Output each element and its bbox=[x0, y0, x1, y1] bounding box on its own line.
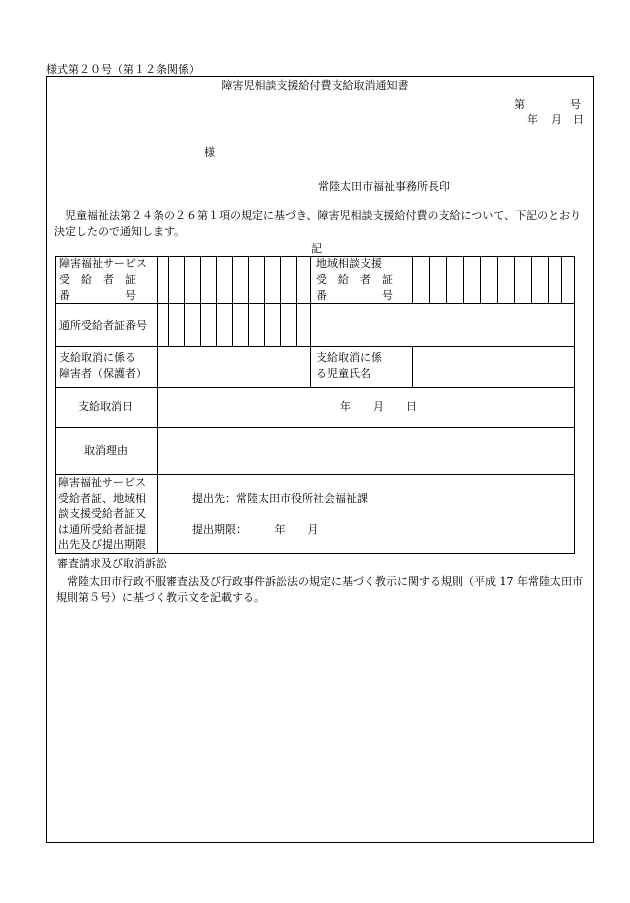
doc-number-suffix: 号 bbox=[570, 98, 581, 111]
row1-right-label-line3: 番 号 bbox=[316, 289, 393, 302]
body-text: 児童福祉法第２４条の２６第１項の規定に基づき、障害児相談支援給付費の支給について、下記のとおり決定したので通知します。 bbox=[54, 209, 582, 238]
row1-right-label-line2: 受 給 者 証 bbox=[316, 273, 393, 286]
date-month: 月 bbox=[551, 113, 562, 126]
row6-label-line1: 障害福祉サービス bbox=[58, 476, 146, 489]
row2-label: 通所受給者証番号 bbox=[59, 319, 147, 332]
row6-label-line3: 談支援受給者証又 bbox=[58, 507, 146, 520]
row6-deadline: 提出期限： 年 月 bbox=[192, 523, 319, 536]
row3-right-label-line1: 支給取消に係 bbox=[316, 351, 382, 364]
row1-left-label-line3: 番 号 bbox=[59, 289, 136, 302]
row4-value: 年 月 日 bbox=[340, 400, 417, 413]
date-day: 日 bbox=[573, 113, 584, 126]
ki-marker: 記 bbox=[311, 242, 322, 255]
row1-left-label-line2: 受 給 者 証 bbox=[59, 273, 136, 286]
row1-left-label-line1: 障害福祉サービス bbox=[59, 257, 147, 270]
row6-submit-to: 提出先：常陸太田市役所社会福祉課 bbox=[192, 492, 368, 505]
appeal-heading: 審査請求及び取消訴訟 bbox=[57, 557, 167, 570]
document-title: 障害児相談支援給付費支給取消通知書 bbox=[221, 79, 409, 92]
row1-right-label-line1: 地域相談支援 bbox=[316, 257, 382, 270]
appeal-text: 常陸太田市行政不服審査法及び行政事件訴訟法の規定に基づく教示に関する規則（平成 17 年常陸太田市規則第５号）に基づく教示文を記載する。 bbox=[56, 575, 583, 604]
doc-number-prefix: 第 bbox=[514, 98, 525, 111]
addressee-suffix: 様 bbox=[204, 146, 215, 159]
issuer: 常陸太田市福祉事務所長印 bbox=[318, 180, 450, 193]
row3-left-label-line1: 支給取消に係る bbox=[59, 351, 136, 364]
row4-label: 支給取消日 bbox=[78, 400, 133, 413]
row5-label: 取消理由 bbox=[84, 444, 128, 457]
row6-label-line5: 出先及び提出期限 bbox=[58, 538, 146, 551]
row6-label-line2: 受給者証、地域相 bbox=[58, 491, 146, 505]
row6-label-line4: は通所受給者証提 bbox=[58, 522, 146, 536]
row3-left-label-line2: 障害者（保護者） bbox=[59, 367, 147, 380]
row3-right-label-line2: る児童氏名 bbox=[316, 367, 371, 380]
date-year: 年 bbox=[527, 113, 538, 126]
form-number: 様式第２０号（第１２条関係） bbox=[46, 63, 200, 76]
